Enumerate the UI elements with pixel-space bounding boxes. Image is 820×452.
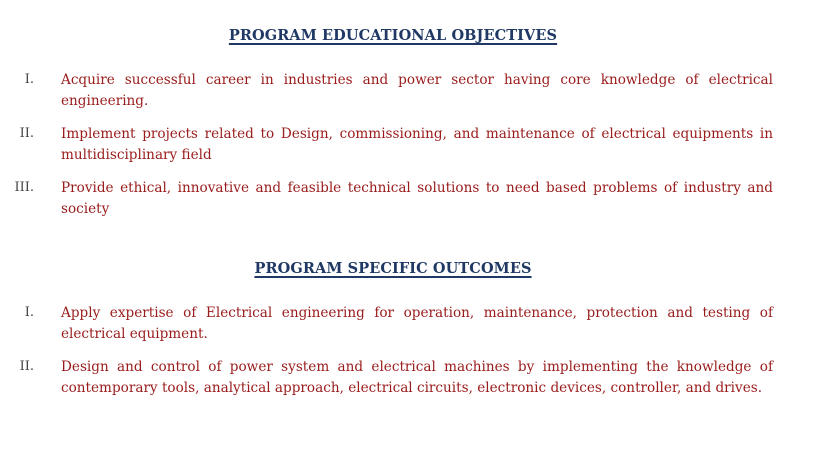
pso-heading: PROGRAM SPECIFIC OUTCOMES [254,260,532,277]
pso-item-1-text: Apply expertise of Electrical engineering for operation, maintenance, protection and testing of electrical equipment. [61,305,773,342]
pso-item-2-text: Design and control of power system and electrical machines by implementing the knowledge of contemporary tools, analytical approach, electrical circuits, electronic devices, controller, and drives. [61,359,773,396]
peo-item-3-text: Provide ethical, innovative and feasible technical solutions to need based problems of industry and society [61,180,773,217]
peo-item-1-text: Acquire successful career in industries and power sector having core knowledge of electrical engineering. [61,72,773,109]
pso-item-2-numeral: II. [19,359,34,374]
peo-item-2-text: Implement projects related to Design, commissioning, and maintenance of electrical equipments in multidisciplinary field [61,126,773,163]
peo-heading: PROGRAM EDUCATIONAL OBJECTIVES [228,27,558,44]
pso-item-1-numeral: I. [24,305,34,320]
peo-item-2-numeral: II. [19,126,34,141]
peo-item-1-numeral: I. [24,72,34,87]
peo-item-3-numeral: III. [14,180,34,195]
